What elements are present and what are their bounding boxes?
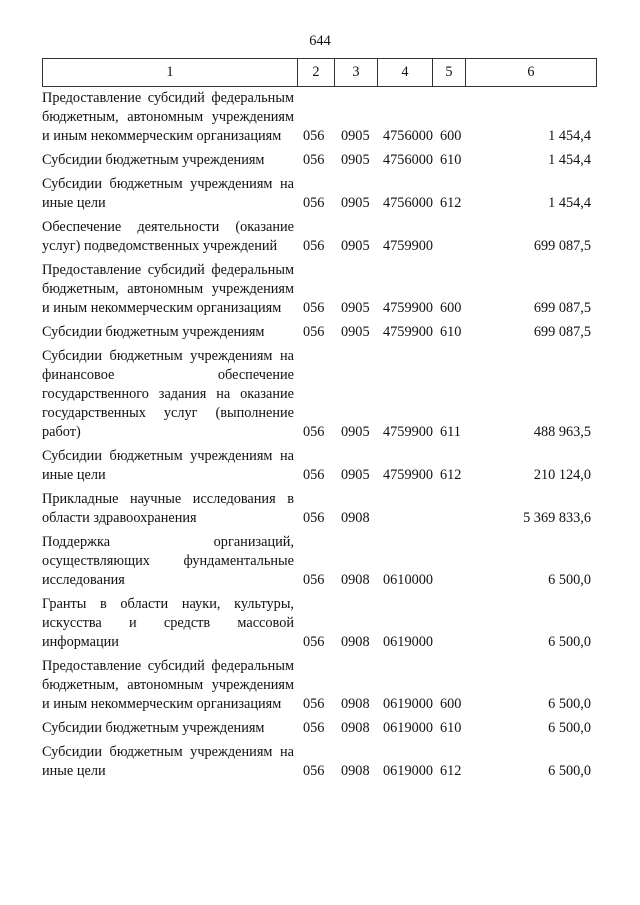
row-name: Предоставление субсидий федеральным бюджетным, автономным учреждениям и иным некоммерческим организациям — [42, 90, 294, 144]
row-name: Субсидии бюджетным учреждениям на финансовое обеспечение государственного задания на оказание государственных услуг (выполнение работ) — [42, 348, 294, 440]
row-col-6: 488 963,5 — [533, 424, 591, 440]
row-col-3: 0908 — [341, 634, 370, 650]
row-col-6: 210 124,0 — [533, 467, 591, 483]
row-name: Субсидии бюджетным учреждениям на иные цели — [42, 176, 294, 211]
row-col-3: 0908 — [341, 572, 370, 588]
row-col-3: 0905 — [341, 128, 370, 144]
row-col-4: 0619000 — [383, 696, 434, 712]
row-col-4: 0619000 — [383, 763, 434, 779]
row-col-3: 0905 — [341, 324, 370, 340]
table-row — [42, 89, 597, 146]
row-col-6: 6 500,0 — [548, 720, 591, 736]
row-col-4: 4759900 — [383, 300, 434, 316]
table-row — [42, 533, 597, 590]
table-row — [42, 347, 597, 442]
header-col-6: 6 — [527, 64, 535, 80]
row-name: Предоставление субсидий федеральным бюджетным, автономным учреждениям и иным некоммерческим организациям — [42, 658, 294, 712]
row-name: Обеспечение деятельности (оказание услуг) подведомственных учреждений — [42, 219, 294, 254]
header-col-4: 4 — [378, 59, 433, 86]
row-col-2: 056 — [303, 195, 325, 211]
row-col-5: 610 — [440, 152, 462, 168]
row-col-6: 1 454,4 — [548, 195, 591, 211]
table-row — [42, 719, 597, 738]
row-col-6: 6 500,0 — [548, 634, 591, 650]
row-col-3: 0905 — [341, 424, 370, 440]
row-col-2: 056 — [303, 152, 325, 168]
row-col-3: 0905 — [341, 152, 370, 168]
header-col-1: 1 — [43, 59, 298, 86]
table-row — [42, 261, 597, 318]
row-col-5: 600 — [440, 696, 462, 712]
row-col-6: 1 454,4 — [548, 152, 591, 168]
row-col-4: 0619000 — [383, 634, 434, 650]
row-col-2: 056 — [303, 634, 325, 650]
row-col-3: 0908 — [341, 720, 370, 736]
row-col-5: 600 — [440, 300, 462, 316]
row-col-4: 4759900 — [383, 467, 434, 483]
table-row — [42, 323, 597, 342]
table-row — [42, 218, 597, 256]
row-col-6: 1 454,4 — [548, 128, 591, 144]
header-col-5: 5 — [433, 59, 466, 86]
row-col-2: 056 — [303, 300, 325, 316]
row-col-5: 611 — [440, 424, 461, 440]
row-col-6: 5 369 833,6 — [523, 510, 591, 526]
row-col-6: 6 500,0 — [548, 696, 591, 712]
row-col-5: 610 — [440, 324, 462, 340]
table-row — [42, 595, 597, 652]
header-col-2: 2 — [298, 59, 335, 86]
row-name: Гранты в области науки, культуры, искусства и средств массовой информации — [42, 596, 294, 650]
row-name: Поддержка организаций, осуществляющих фундаментальные исследования — [42, 534, 294, 588]
table-row — [42, 657, 597, 714]
row-col-4: 4756000 — [383, 195, 434, 211]
row-col-5: 612 — [440, 467, 462, 483]
row-col-3: 0908 — [341, 696, 370, 712]
row-col-6: 6 500,0 — [548, 572, 591, 588]
row-col-5: 600 — [440, 128, 462, 144]
row-col-4: 0610000 — [383, 572, 434, 588]
row-name: Субсидии бюджетным учреждениям на иные цели — [42, 448, 294, 483]
row-name: Субсидии бюджетным учреждениям — [42, 152, 265, 168]
table-row — [42, 175, 597, 213]
row-col-3: 0905 — [341, 300, 370, 316]
header-col-3: 3 — [335, 59, 378, 86]
row-col-6: 699 087,5 — [533, 324, 591, 340]
table-row — [42, 447, 597, 485]
row-col-4: 4759900 — [383, 424, 434, 440]
row-name: Субсидии бюджетным учреждениям на иные цели — [42, 744, 294, 779]
row-name: Предоставление субсидий федеральным бюджетным, автономным учреждениям и иным некоммерческим организациям — [42, 262, 294, 316]
row-col-2: 056 — [303, 324, 325, 340]
row-name: Субсидии бюджетным учреждениям — [42, 720, 265, 736]
table-row — [42, 151, 597, 170]
row-col-3: 0908 — [341, 510, 370, 526]
row-col-5: 612 — [440, 195, 462, 211]
row-col-2: 056 — [303, 238, 325, 254]
row-col-4: 4756000 — [383, 128, 434, 144]
row-col-2: 056 — [303, 510, 325, 526]
row-col-2: 056 — [303, 572, 325, 588]
row-col-2: 056 — [303, 467, 325, 483]
row-col-2: 056 — [303, 128, 325, 144]
row-col-6: 699 087,5 — [533, 300, 591, 316]
row-col-3: 0905 — [341, 238, 370, 254]
row-col-3: 0908 — [341, 763, 370, 779]
row-col-4: 4759900 — [383, 238, 434, 254]
row-col-2: 056 — [303, 424, 325, 440]
page-number: 644 — [309, 33, 331, 49]
row-col-5: 612 — [440, 763, 462, 779]
row-col-6: 6 500,0 — [548, 763, 591, 779]
table-row — [42, 743, 597, 781]
row-col-3: 0905 — [341, 467, 370, 483]
row-col-2: 056 — [303, 696, 325, 712]
row-col-4: 0619000 — [383, 720, 434, 736]
table-body — [42, 89, 597, 786]
row-name: Прикладные научные исследования в области здравоохранения — [42, 491, 294, 526]
row-col-3: 0905 — [341, 195, 370, 211]
row-col-2: 056 — [303, 763, 325, 779]
table-header — [42, 58, 597, 87]
row-col-4: 4759900 — [383, 324, 434, 340]
row-col-6: 699 087,5 — [533, 238, 591, 254]
table-row — [42, 490, 597, 528]
row-col-4: 4756000 — [383, 152, 434, 168]
row-name: Субсидии бюджетным учреждениям — [42, 324, 265, 340]
row-col-2: 056 — [303, 720, 325, 736]
row-col-5: 610 — [440, 720, 462, 736]
